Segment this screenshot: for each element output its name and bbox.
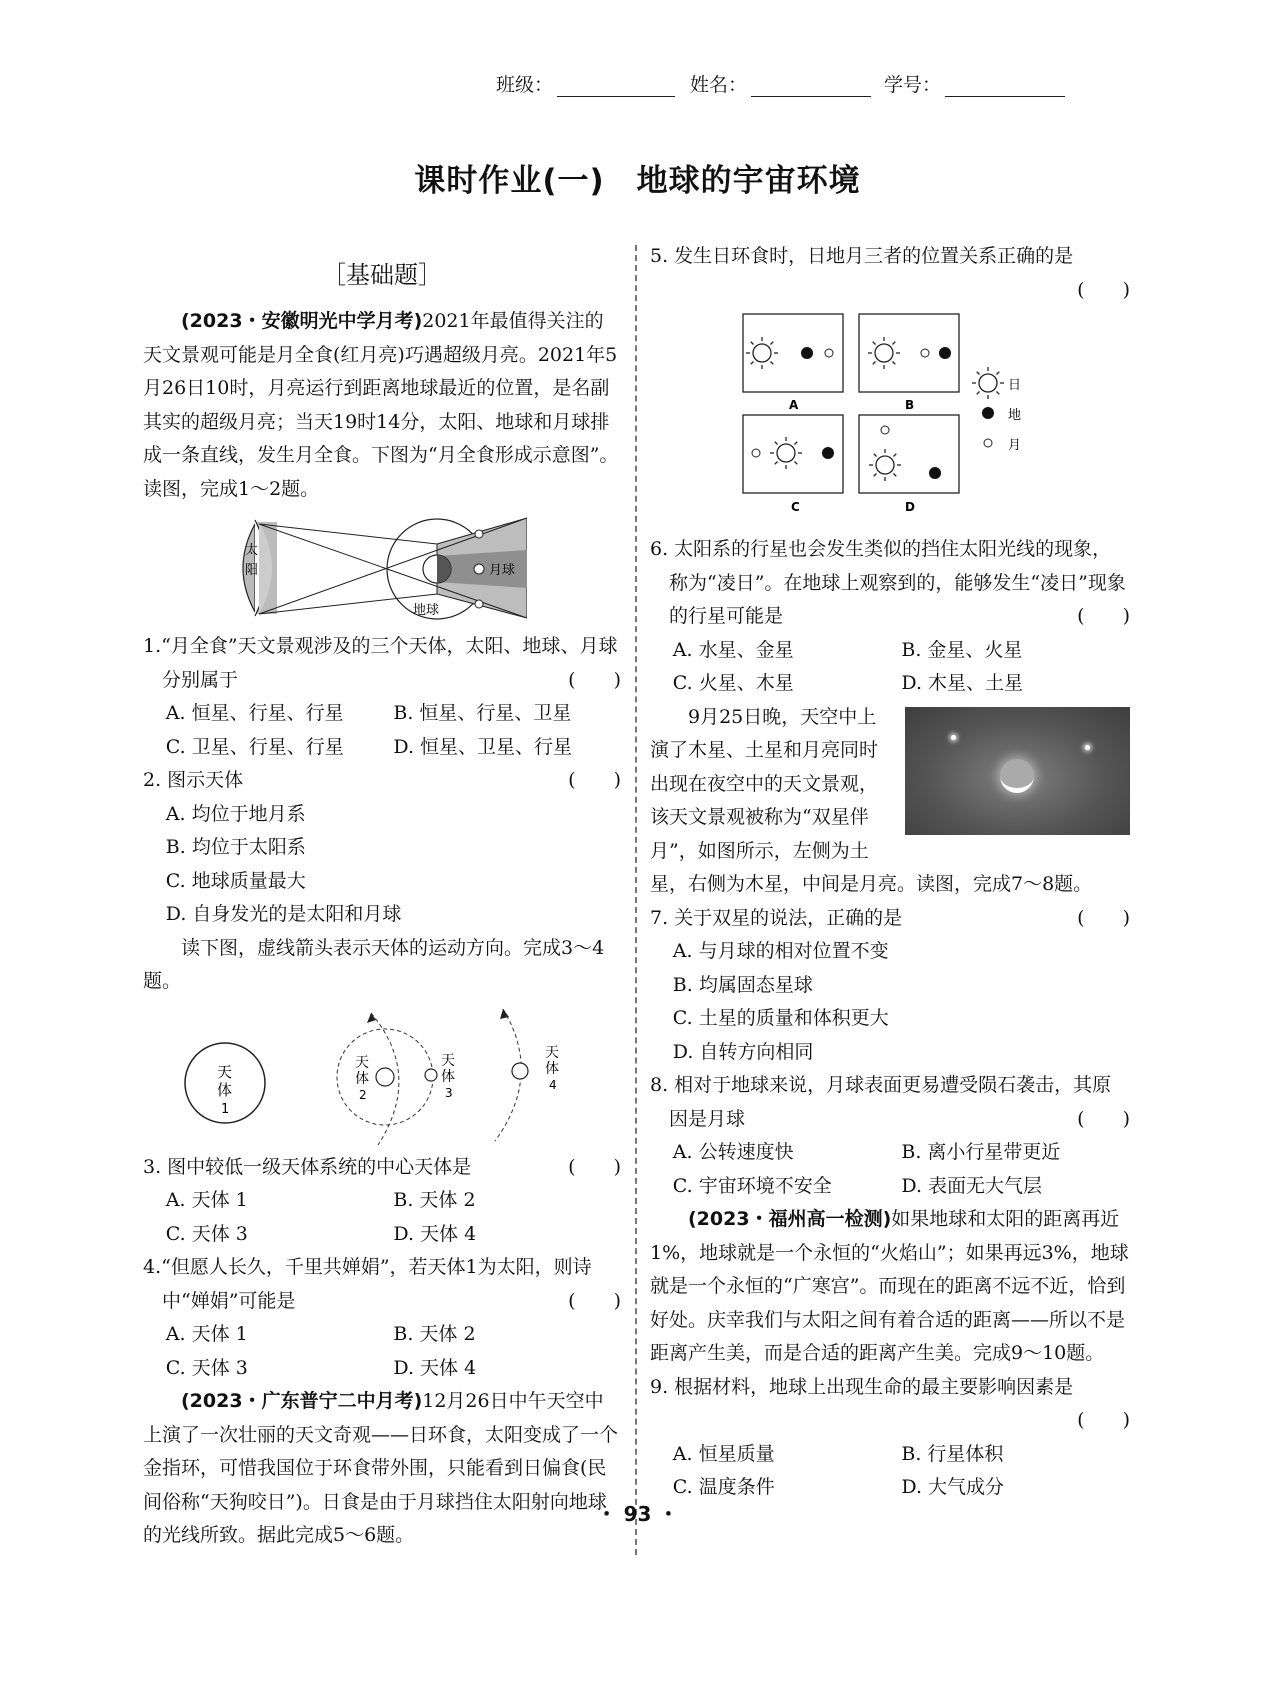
- q2-stem: 2. 图示天体: [143, 769, 244, 791]
- q8-option-b[interactable]: B. 离小行星带更近: [901, 1141, 1061, 1163]
- question-7: [650, 902, 1130, 936]
- q2-option-a[interactable]: A. 均位于地月系: [165, 802, 306, 825]
- lunar-eclipse-diagram: [237, 512, 527, 624]
- earth-label: 地球: [413, 603, 440, 618]
- q5-answer-blank[interactable]: ( ): [1077, 278, 1130, 301]
- body3-number: 3: [445, 1085, 453, 1100]
- q1-options-row1: [143, 697, 621, 731]
- section-title: ［基础题］: [322, 261, 442, 289]
- q9-option-a[interactable]: A. 恒星质量: [672, 1442, 775, 1465]
- title-part2: 地球的宇宙环境: [636, 163, 861, 199]
- q7-stem: 7. 关于双星的说法，正确的是: [650, 906, 903, 929]
- question-8: [650, 1069, 1130, 1136]
- q9-option-c[interactable]: C. 温度条件: [672, 1476, 775, 1498]
- q8-option-d[interactable]: D. 表面无大气层: [901, 1174, 1043, 1197]
- q9-stem: 9. 根据材料，地球上出现生命的最主要影响因素是: [650, 1375, 1074, 1398]
- q6-option-c[interactable]: C. 火星、木星: [672, 672, 794, 694]
- question-5: [650, 240, 1130, 274]
- q9-answer-blank[interactable]: ( ): [1077, 1409, 1130, 1431]
- q4-options-row2: [143, 1352, 621, 1386]
- q3-stem: 3. 图中较低一级天体系统的中心天体是: [143, 1155, 472, 1178]
- name-label: 姓名：: [690, 74, 748, 96]
- q6-option-b[interactable]: B. 金星、火星: [901, 638, 1023, 661]
- intro-1-source: (2023・安徽明光中学月考): [181, 310, 423, 332]
- intro-5-text: 如果地球和太阳的距离再近1%，地球就是一个永恒的“火焰山”；如果再远3%，地球就是一个永恒的“广寒宫”。而现在的距离不远不近，恰到好处。庆幸我们与太阳之间有着合适的距离——所以不是距离产生美，而是合适的距离产生美。完成9～10题。: [650, 1208, 1129, 1364]
- double-star-moon-photo: [905, 707, 1130, 835]
- question-4: [143, 1251, 621, 1318]
- name-field: [690, 70, 871, 97]
- q4-option-c[interactable]: C. 天体 3: [165, 1356, 248, 1379]
- celestial-bodies-diagram: [173, 1005, 613, 1145]
- moon-crescent: [1000, 759, 1034, 793]
- name-blank[interactable]: [751, 76, 871, 97]
- question-3: [143, 1151, 621, 1185]
- q6-options-row1: [650, 634, 1130, 668]
- body2-char1: 天: [355, 1054, 369, 1071]
- question-6: [650, 533, 1130, 634]
- q3-option-a[interactable]: A. 天体 1: [165, 1189, 248, 1211]
- q8-option-a[interactable]: A. 公转速度快: [672, 1141, 794, 1163]
- body2-number: 2: [359, 1087, 367, 1102]
- solar-eclipse-options-diagram: [742, 313, 1102, 531]
- q7-answer-blank[interactable]: ( ): [1077, 906, 1130, 929]
- q8-option-c[interactable]: C. 宇宙环境不安全: [672, 1174, 832, 1197]
- intro-2: 读下图，虚线箭头表示天体的运动方向。完成3～4题。: [143, 936, 605, 992]
- intro-5-source: (2023・福州高一检测): [688, 1208, 892, 1230]
- class-label: 班级：: [496, 74, 554, 96]
- class-field: [496, 70, 675, 97]
- body3-char1: 天: [441, 1052, 455, 1069]
- q2-option-b[interactable]: B. 均位于太阳系: [165, 836, 306, 858]
- option-b-label: B: [905, 398, 915, 412]
- body4-char1: 天: [545, 1044, 559, 1061]
- title-part1: 课时作业(一): [414, 163, 605, 199]
- saturn-dot: [951, 735, 956, 740]
- question-9: [650, 1371, 1130, 1405]
- q4-stem: 4.“但愿人长久，千里共婵娟”，若天体1为太阳，则诗中“婵娟”可能是: [143, 1256, 592, 1312]
- q9-options-row1: [650, 1438, 1130, 1472]
- right-column: [650, 240, 1130, 1505]
- q8-stem: 8. 相对于地球来说，月球表面更易遭受陨石袭击，其原因是月球: [650, 1074, 1112, 1130]
- legend-sun-label: 日: [1008, 378, 1022, 393]
- intro-4: 9月25日晚，天空中上演了木星、土星和月亮同时出现在夜空中的天文景观，该天文景观被称为“双星伴月”，如图所示，左侧为土星，右侧为木星，中间是月亮。读图，完成7～8题。: [650, 705, 1093, 895]
- q3-option-b[interactable]: B. 天体 2: [393, 1189, 476, 1211]
- q4-option-d[interactable]: D. 天体 4: [393, 1356, 477, 1379]
- id-blank[interactable]: [945, 76, 1065, 97]
- q8-options-row1: [650, 1136, 1130, 1170]
- page-title: [0, 155, 1275, 200]
- body1-char1: 天: [217, 1062, 233, 1081]
- intro-3-text: 12月26日中午天空中上演了一次壮丽的天文奇观——日环食，太阳变成了一个金指环，可惜我国位于环食带外围，只能看到日偏食(民间俗称“天狗咬日”)。日食是由于月球挡住太阳射向地球的光线所致。据此完成5～6题。: [143, 1390, 619, 1546]
- body4-char2: 体: [545, 1060, 559, 1077]
- intro-5: [650, 1203, 1130, 1371]
- q3-answer-blank[interactable]: ( ): [568, 1155, 621, 1178]
- q3-options-row2: [143, 1218, 621, 1252]
- q6-option-d[interactable]: D. 木星、土星: [901, 672, 1024, 694]
- body3-char2: 体: [441, 1068, 455, 1085]
- q1-option-c[interactable]: C. 卫星、行星、行星: [165, 735, 344, 758]
- q4-option-b[interactable]: B. 天体 2: [393, 1323, 476, 1345]
- option-c-label: C: [791, 500, 800, 514]
- column-divider: [635, 245, 637, 1555]
- legend-earth-label: 地: [1008, 408, 1022, 423]
- question-2: [143, 764, 621, 798]
- q4-option-a[interactable]: A. 天体 1: [165, 1323, 248, 1345]
- q7-option-a[interactable]: A. 与月球的相对位置不变: [672, 940, 889, 962]
- q3-option-d[interactable]: D. 天体 4: [393, 1222, 477, 1245]
- id-field: [884, 70, 1065, 97]
- class-blank[interactable]: [557, 76, 675, 97]
- q7-option-d[interactable]: D. 自转方向相同: [672, 1040, 814, 1063]
- sun-label-1: 太: [245, 543, 259, 558]
- q7-option-c[interactable]: C. 土星的质量和体积更大: [672, 1007, 889, 1029]
- q7-option-b[interactable]: B. 均属固态星球: [672, 973, 813, 996]
- q8-options-row2: [650, 1170, 1130, 1204]
- id-label: 学号：: [884, 74, 942, 96]
- page-number: ・ 93 ・: [596, 1502, 679, 1526]
- q6-options-row2: [650, 667, 1130, 701]
- body1-char2: 体: [217, 1080, 233, 1099]
- q6-stem: 6. 太阳系的行星也会发生类似的挡住太阳光线的现象，称为“凌日”。在地球上观察到的，能够发生“凌日”现象的行星可能是: [650, 538, 1126, 627]
- jupiter-dot: [1085, 745, 1090, 750]
- intro-1-text: 2021年最值得关注的天文景观可能是月全食(红月亮)巧遇超级月亮。2021年5月26日10时，月亮运行到距离地球最近的位置，是名副其实的超级月亮；当天19时14分，太阳、地球和月球排成一条直线，发生月全食。下图为“月全食形成示意图”。读图，完成1～2题。: [143, 310, 619, 500]
- q1-options-row2: [143, 731, 621, 765]
- intro-3: [143, 1385, 621, 1553]
- q5-stem: 5. 发生日环食时，日地月三者的位置关系正确的是: [650, 245, 1074, 267]
- q2-answer-blank[interactable]: ( ): [568, 769, 621, 791]
- legend-moon-label: 月: [1008, 438, 1022, 453]
- option-a-label: A: [789, 398, 799, 412]
- q4-options-row1: [143, 1318, 621, 1352]
- q6-answer-blank[interactable]: ( ): [1077, 605, 1130, 627]
- q6-option-a[interactable]: A. 水星、金星: [672, 638, 794, 661]
- q8-answer-blank[interactable]: ( ): [1077, 1107, 1130, 1130]
- body1-number: 1: [221, 1101, 230, 1117]
- left-column: [143, 255, 621, 1553]
- q2-option-d[interactable]: D. 自身发光的是太阳和月球: [165, 903, 402, 925]
- intro-3-source: (2023・广东普宁二中月考): [181, 1390, 423, 1412]
- body2-char2: 体: [355, 1070, 369, 1087]
- intro-1: [143, 305, 621, 506]
- body4-number: 4: [549, 1077, 557, 1092]
- q4-answer-blank[interactable]: ( ): [568, 1289, 621, 1312]
- q1-option-a[interactable]: A. 恒星、行星、行星: [165, 702, 344, 724]
- question-1: [143, 630, 621, 697]
- q1-stem: 1.“月全食”天文景观涉及的三个天体，太阳、地球、月球分别属于: [143, 635, 618, 691]
- q1-answer-blank[interactable]: ( ): [568, 668, 621, 691]
- sun-label-2: 阳: [245, 563, 259, 578]
- option-d-label: D: [905, 500, 915, 514]
- q9-option-d[interactable]: D. 大气成分: [901, 1476, 1005, 1498]
- q9-option-b[interactable]: B. 行星体积: [901, 1442, 1004, 1465]
- q2-option-c[interactable]: C. 地球质量最大: [165, 869, 306, 892]
- q3-option-c[interactable]: C. 天体 3: [165, 1222, 248, 1245]
- moon-label: 月球: [489, 563, 516, 578]
- q1-option-b[interactable]: B. 恒星、行星、卫星: [393, 702, 572, 724]
- q3-options-row1: [143, 1184, 621, 1218]
- q1-option-d[interactable]: D. 恒星、卫星、行星: [393, 735, 573, 758]
